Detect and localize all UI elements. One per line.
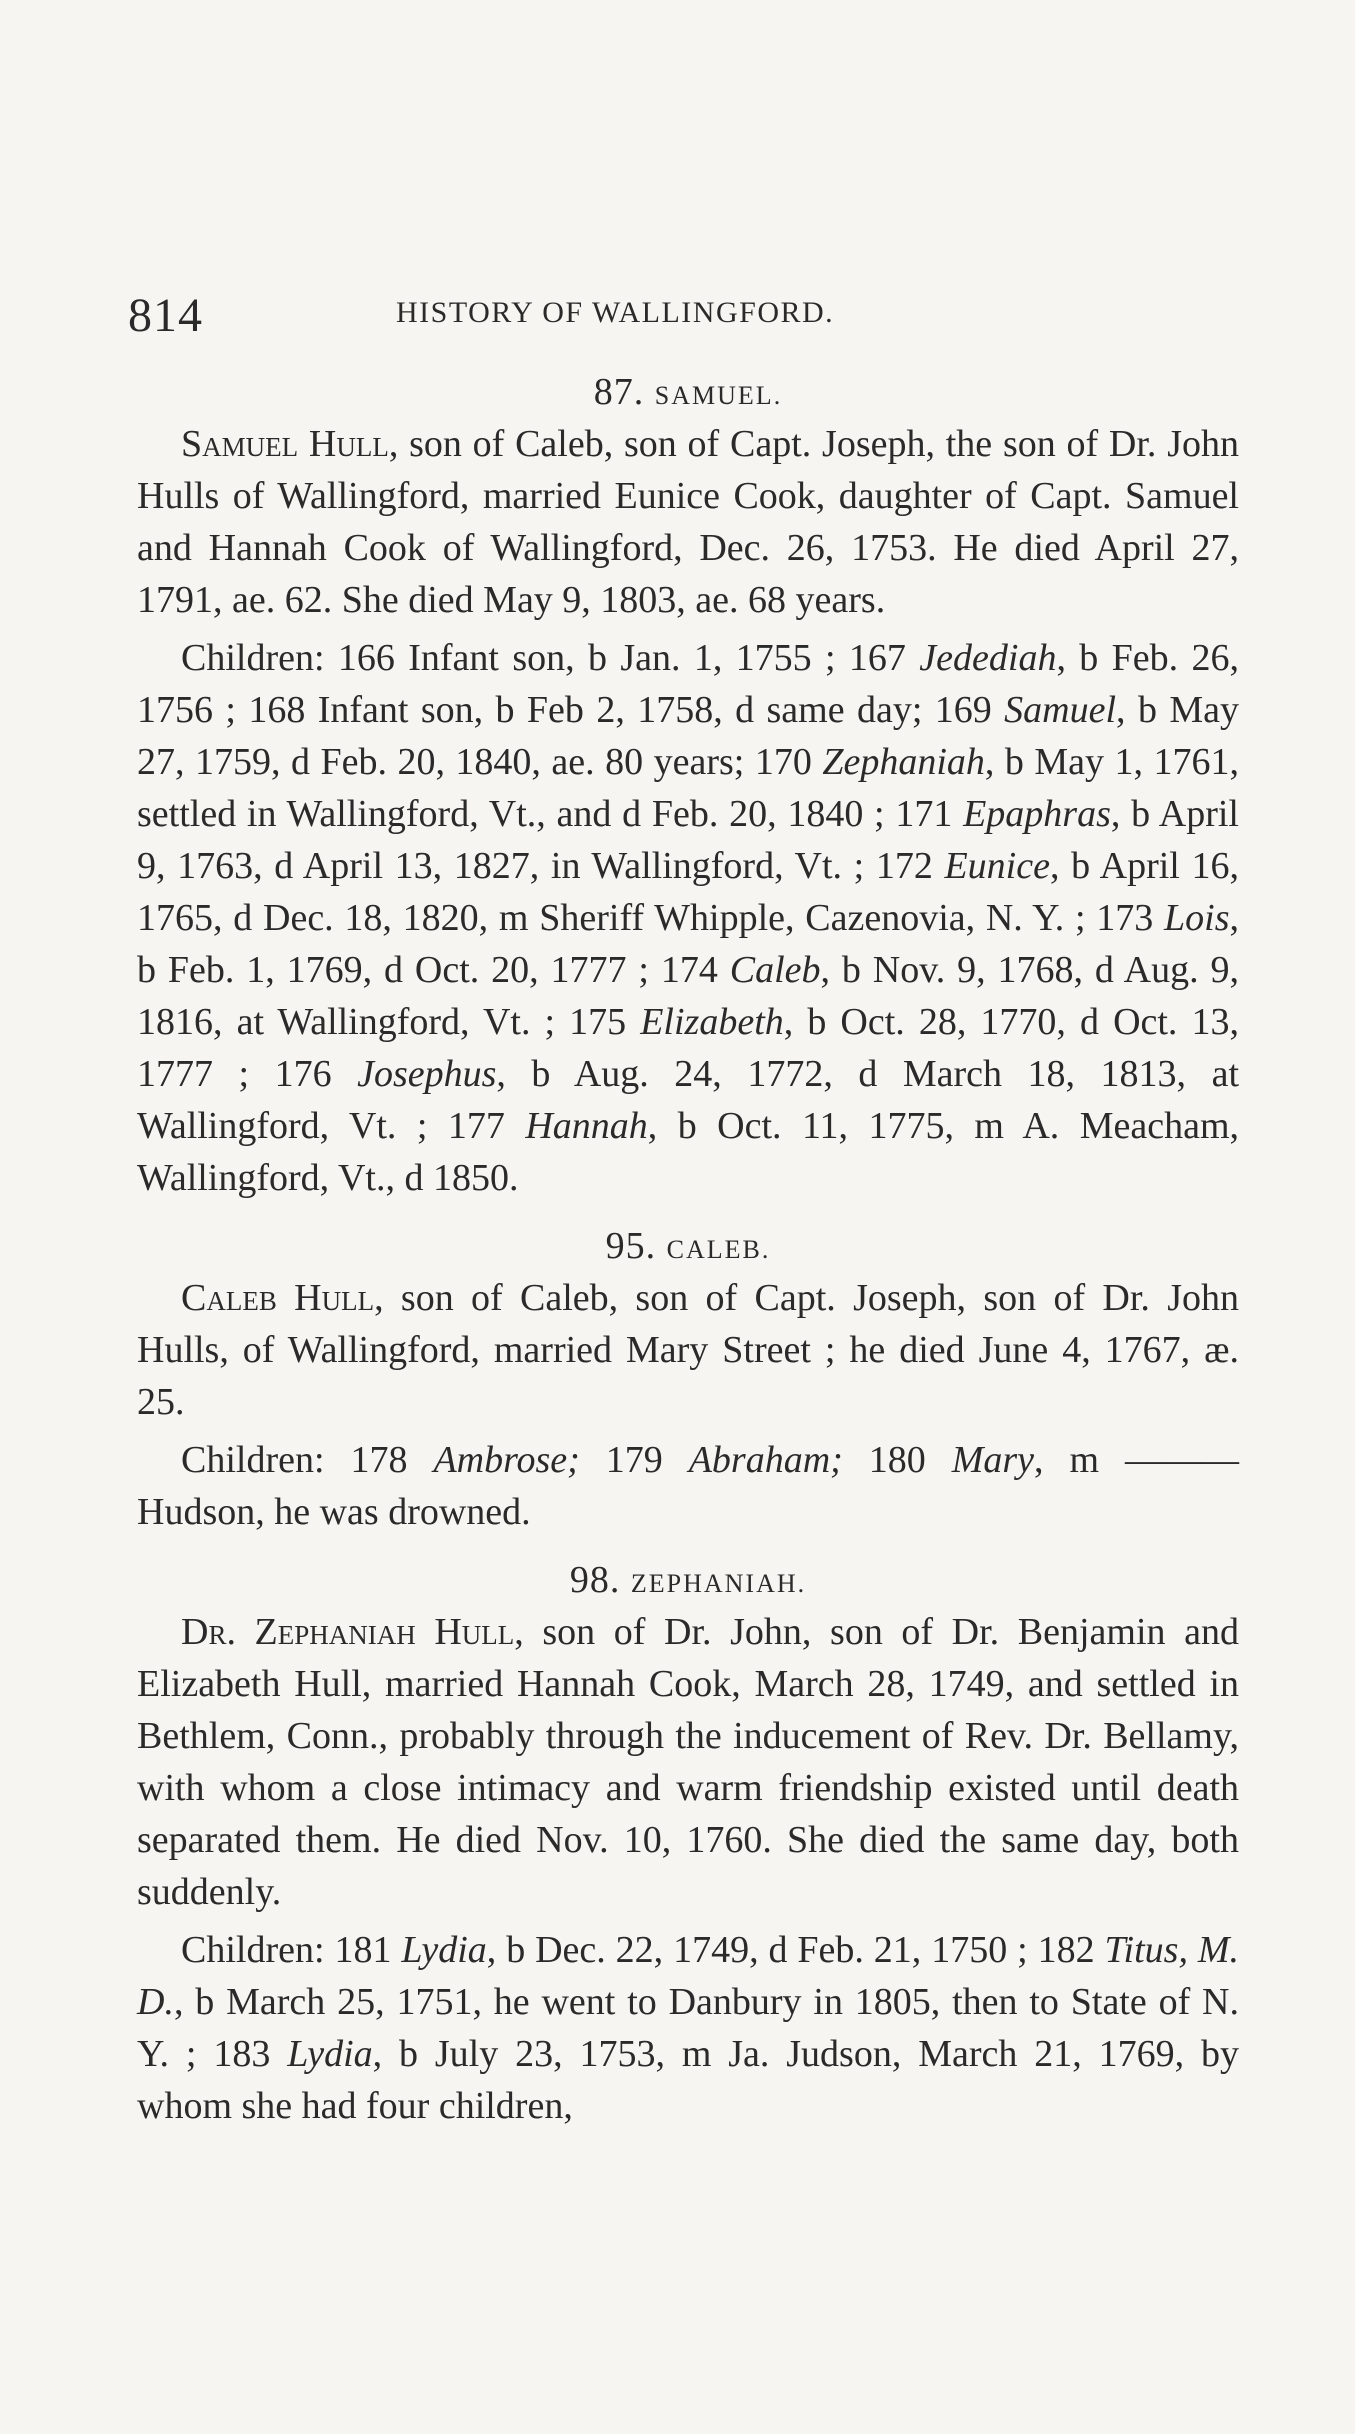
running-head: HISTORY OF WALLINGFORD.	[396, 296, 835, 329]
child-name: Lois	[1164, 897, 1230, 939]
page-number: 814	[128, 289, 203, 342]
section-number: 98.	[569, 1559, 621, 1601]
child-name: Caleb	[729, 949, 821, 991]
section-heading	[137, 1558, 1239, 1602]
children-text: , b Oct. 11, 1775, m A. Meacham, Wallingford, Vt., d 1850.	[137, 1105, 1240, 1199]
children-text: , b April 16, 1765, d Dec. 18, 1820, m Sheriff Whipple, Cazenovia, N. Y. ; 173	[137, 845, 1239, 939]
person-name: Samuel Hull	[181, 423, 389, 465]
children-paragraph	[137, 1924, 1239, 2132]
children-text: , b Feb. 1, 1769, d Oct. 20, 1777 ; 174	[137, 897, 1239, 991]
biography-paragraph	[137, 1272, 1239, 1428]
biography-paragraph	[137, 418, 1239, 626]
children-text: , b July 23, 1753, m Ja. Judson, March 21, 1769, by whom she had four children,	[137, 2033, 1239, 2127]
biography-text: , son of Caleb, son of Capt. Joseph, son of Dr. John Hulls, of Wallingford, married Mary Street ; he died June 4, 1767, æ. 25.	[137, 1277, 1240, 1423]
children-paragraph	[137, 632, 1239, 1204]
children-text: Children: 178	[181, 1439, 434, 1481]
children-text: Children: 181	[181, 1929, 402, 1971]
section-number: 87.	[593, 371, 645, 413]
child-name: Mary	[951, 1439, 1035, 1481]
children-text: , b Nov. 9, 1768, d Aug. 9, 1816, at Wallingford, Vt. ; 175	[137, 949, 1239, 1043]
children-text: Children: 166 Infant son, b Jan. 1, 1755 ; 167	[181, 637, 920, 679]
person-name: Dr. Zephaniah Hull	[181, 1611, 515, 1653]
page-header	[128, 288, 1228, 348]
section-name: SAMUEL.	[654, 381, 783, 410]
section-name: ZEPHANIAH.	[630, 1569, 807, 1598]
section-heading	[137, 370, 1239, 414]
children-text: , b March 25, 1751, he went to Danbury in 1805, then to State of N. Y. ; 183	[137, 1981, 1239, 2075]
children-text: , m ——— Hudson, he was drowned.	[137, 1439, 1239, 1533]
child-name: Elizabeth	[640, 1001, 784, 1043]
children-text: , b Feb. 26, 1756 ; 168 Infant son, b Feb 2, 1758, d same day; 169	[137, 637, 1239, 731]
children-text: , b May 1, 1761, settled in Wallingford, Vt., and d Feb. 20, 1840 ; 171	[137, 741, 1240, 835]
biography-text: , son of Dr. John, son of Dr. Benjamin and Elizabeth Hull, married Hannah Cook, March 28, 1749, and settled in Bethlem, Conn., probably through the inducement of Rev. Dr. Bellamy, with whom a close intimacy and warm friendship existed until death separated them. He died Nov. 10, 1760. She died the same day, both suddenly.	[137, 1611, 1239, 1913]
section-heading	[137, 1224, 1239, 1268]
child-name: Titus, M. D.	[137, 1929, 1240, 2023]
child-name: Abraham;	[688, 1439, 843, 1481]
children-text: , b Aug. 24, 1772, d March 18, 1813, at Wallingford, Vt. ; 177	[137, 1053, 1239, 1147]
child-name: Zephaniah	[822, 741, 985, 783]
children-text: , b Oct. 28, 1770, d Oct. 13, 1777 ; 176	[137, 1001, 1240, 1095]
children-text: 180	[842, 1439, 952, 1481]
child-name: Hannah	[525, 1105, 648, 1147]
children-text: , b Dec. 22, 1749, d Feb. 21, 1750 ; 182	[486, 1929, 1105, 1971]
child-name: Eunice	[944, 845, 1050, 887]
child-name: Lydia	[287, 2033, 373, 2075]
child-name: Ambrose;	[433, 1439, 580, 1481]
children-paragraph	[137, 1434, 1239, 1538]
child-name: Josephus	[357, 1053, 497, 1095]
children-text: , b April 9, 1763, d April 13, 1827, in Wallingford, Vt. ; 172	[137, 793, 1239, 887]
child-name: Jedediah	[919, 637, 1057, 679]
children-text: , b May 27, 1759, d Feb. 20, 1840, ae. 80 years; 170	[137, 689, 1239, 783]
child-name: Lydia	[401, 1929, 487, 1971]
child-name: Samuel	[1004, 689, 1117, 731]
person-name: Caleb Hull	[181, 1277, 375, 1319]
page-body	[137, 370, 1239, 2138]
section-name: CALEB.	[666, 1235, 771, 1264]
biography-paragraph	[137, 1606, 1239, 1918]
child-name: Epaphras	[963, 793, 1111, 835]
biography-text: , son of Caleb, son of Capt. Joseph, the son of Dr. John Hulls of Wallingford, married Eunice Cook, daughter of Capt. Samuel and Hannah Cook of Wallingford, Dec. 26, 1753. He died April 27, 1791, ae. 62. She died May 9, 1803, ae. 68 years.	[137, 423, 1239, 621]
section-number: 95.	[605, 1225, 657, 1267]
children-text: 179	[579, 1439, 689, 1481]
